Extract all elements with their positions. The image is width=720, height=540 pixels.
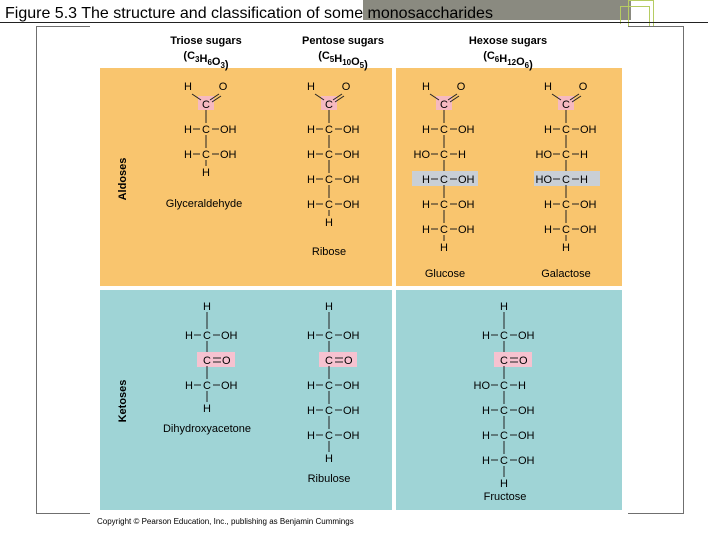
glucose-right-group: OH — [458, 199, 475, 211]
glucose-carbon: C — [440, 174, 448, 186]
galactose-left-group: H — [544, 224, 552, 236]
glyceraldehyde-carbon: C — [202, 124, 210, 136]
title-underline — [0, 22, 708, 23]
galactose-left-group: HO — [535, 174, 552, 186]
ribose-left-group: H — [307, 124, 315, 136]
fructose-top-h: H — [500, 301, 508, 313]
ribose-left-group: H — [307, 199, 315, 211]
fructose-right-group: OH — [518, 455, 535, 467]
galactose-right-group: H — [580, 174, 588, 186]
glyceraldehyde-left-group: H — [184, 149, 192, 161]
ketose-panel-hexose — [396, 290, 622, 510]
page-title: Figure 5.3 The structure and classification of some monosaccharides — [5, 5, 493, 22]
header-triose: Triose sugars — [170, 35, 242, 47]
fructose-right-group: OH — [518, 330, 535, 342]
dihydroxyacetone-right-group: OH — [221, 330, 238, 342]
glucose-carbon-1: C — [440, 99, 448, 111]
ribulose-bottom-h: H — [325, 453, 333, 465]
figure-canvas — [90, 24, 628, 532]
ribulose-right-group: OH — [343, 380, 360, 392]
label-ribose: Ribose — [311, 246, 347, 258]
galactose-carbon: C — [562, 174, 570, 186]
ribulose-right-group: OH — [343, 430, 360, 442]
dihydroxyacetone-top-h: H — [203, 301, 211, 313]
galactose-carbon: C — [562, 199, 570, 211]
glucose-left-group: HO — [413, 149, 430, 161]
ribose-right-group: OH — [343, 149, 360, 161]
glucose-left-group: H — [422, 224, 430, 236]
dihydroxyacetone-carbonyl-carbon: C — [203, 355, 211, 367]
monosaccharide-figure — [90, 24, 628, 532]
ribose-right-group: OH — [343, 174, 360, 186]
galactose-carbon: C — [562, 224, 570, 236]
glucose-carbon: C — [440, 124, 448, 136]
fructose-carbon: C — [500, 380, 508, 392]
galactose-aldehyde-o: O — [578, 81, 588, 93]
fructose-carbonyl-carbon: C — [500, 355, 508, 367]
ribulose-left-group: H — [307, 380, 315, 392]
dihydroxyacetone-left-group: H — [185, 330, 193, 342]
glyceraldehyde-carbon: C — [202, 149, 210, 161]
dihydroxyacetone-carbonyl-o: O — [222, 355, 231, 367]
row-label-aldoses: Aldoses — [117, 157, 129, 201]
label-ribulose: Ribulose — [307, 473, 351, 485]
glucose-right-group: OH — [458, 124, 475, 136]
ribulose-left-group: H — [307, 330, 315, 342]
fructose-left-group: HO — [473, 380, 490, 392]
ribulose-right-group: OH — [343, 405, 360, 417]
header-hexose-formula: $(C_6H_{12}O_6)$ — [483, 50, 533, 71]
ribose-carbon: C — [325, 174, 333, 186]
glucose-right-group: OH — [458, 224, 475, 236]
fructose-right-group: H — [518, 380, 526, 392]
fructose-carbonyl-o: O — [519, 355, 528, 367]
ribose-aldehyde-o: O — [341, 81, 351, 93]
row-label-ketoses: Ketoses — [117, 379, 129, 423]
fructose-left-group: H — [482, 330, 490, 342]
ribulose-right-group: OH — [343, 330, 360, 342]
ribose-aldehyde-h: H — [307, 81, 315, 93]
glucose-aldehyde-h: H — [422, 81, 430, 93]
glucose-carbon: C — [440, 149, 448, 161]
glucose-right-group: H — [458, 149, 466, 161]
label-glucose: Glucose — [424, 268, 466, 280]
glyceraldehyde-bottom-h: H — [202, 167, 210, 179]
dihydroxyacetone-left-group: H — [185, 380, 193, 392]
ribulose-left-group: H — [307, 430, 315, 442]
ribose-carbon: C — [325, 124, 333, 136]
glyceraldehyde-left-group: H — [184, 124, 192, 136]
glyceraldehyde-aldehyde-h: H — [184, 81, 192, 93]
fructose-right-group: OH — [518, 405, 535, 417]
glyceraldehyde-right-group: OH — [220, 149, 237, 161]
ribose-carbon-1: C — [325, 99, 333, 111]
galactose-bottom-h: H — [562, 242, 570, 254]
glucose-carbon: C — [440, 224, 448, 236]
label-fructose: Fructose — [483, 491, 527, 503]
dihydroxyacetone-carbon: C — [203, 380, 211, 392]
galactose-left-group: H — [544, 199, 552, 211]
glucose-left-group: H — [422, 174, 430, 186]
glucose-aldehyde-o: O — [456, 81, 466, 93]
glyceraldehyde-right-group: OH — [220, 124, 237, 136]
ribulose-carbon: C — [325, 430, 333, 442]
galactose-carbon: C — [562, 124, 570, 136]
glyceraldehyde-carbon-1: C — [202, 99, 210, 111]
fructose-right-group: OH — [518, 430, 535, 442]
copyright-credit: Copyright © Pearson Education, Inc., publishing as Benjamin Cummings — [97, 517, 354, 526]
fructose-carbon: C — [500, 455, 508, 467]
fructose-carbon: C — [500, 330, 508, 342]
header-pentose-formula: $(C_5H_{10}O_5)$ — [318, 50, 368, 71]
ribose-left-group: H — [307, 174, 315, 186]
ribose-carbon: C — [325, 149, 333, 161]
dihydroxyacetone-carbon: C — [203, 330, 211, 342]
dihydroxyacetone-right-group: OH — [221, 380, 238, 392]
ribulose-carbon: C — [325, 405, 333, 417]
galactose-right-group: OH — [580, 224, 597, 236]
ribulose-carbonyl-o: O — [344, 355, 353, 367]
dihydroxyacetone-bottom-h: H — [203, 403, 211, 415]
ribose-right-group: OH — [343, 199, 360, 211]
fructose-carbon: C — [500, 430, 508, 442]
ribulose-carbon: C — [325, 330, 333, 342]
ribose-left-group: H — [307, 149, 315, 161]
ribose-bottom-h: H — [325, 217, 333, 229]
header-pentose: Pentose sugars — [302, 35, 384, 47]
ribulose-carbonyl-carbon: C — [325, 355, 333, 367]
fructose-left-group: H — [482, 455, 490, 467]
galactose-right-group: OH — [580, 199, 597, 211]
glucose-right-group: OH — [458, 174, 475, 186]
header-triose-formula: $(C_3H_6O_3)$ — [183, 50, 229, 71]
ribose-right-group: OH — [343, 124, 360, 136]
label-glyceraldehyde: Glyceraldehyde — [165, 198, 243, 210]
fructose-left-group: H — [482, 405, 490, 417]
fructose-left-group: H — [482, 430, 490, 442]
galactose-left-group: H — [544, 124, 552, 136]
galactose-carbon-1: C — [562, 99, 570, 111]
glucose-carbon: C — [440, 199, 448, 211]
glucose-left-group: H — [422, 199, 430, 211]
fructose-carbon: C — [500, 405, 508, 417]
ribulose-left-group: H — [307, 405, 315, 417]
glyceraldehyde-aldehyde-o: O — [218, 81, 228, 93]
ribose-carbon: C — [325, 199, 333, 211]
galactose-carbon: C — [562, 149, 570, 161]
galactose-aldehyde-h: H — [544, 81, 552, 93]
ribulose-top-h: H — [325, 301, 333, 313]
glucose-left-group: H — [422, 124, 430, 136]
fructose-bottom-h: H — [500, 478, 508, 490]
galactose-right-group: OH — [580, 124, 597, 136]
galactose-right-group: H — [580, 149, 588, 161]
glucose-bottom-h: H — [440, 242, 448, 254]
galactose-left-group: HO — [535, 149, 552, 161]
header-hexose: Hexose sugars — [468, 35, 548, 47]
label-dihydroxyacetone: Dihydroxyacetone — [162, 423, 252, 435]
ribulose-carbon: C — [325, 380, 333, 392]
label-galactose: Galactose — [541, 268, 591, 280]
